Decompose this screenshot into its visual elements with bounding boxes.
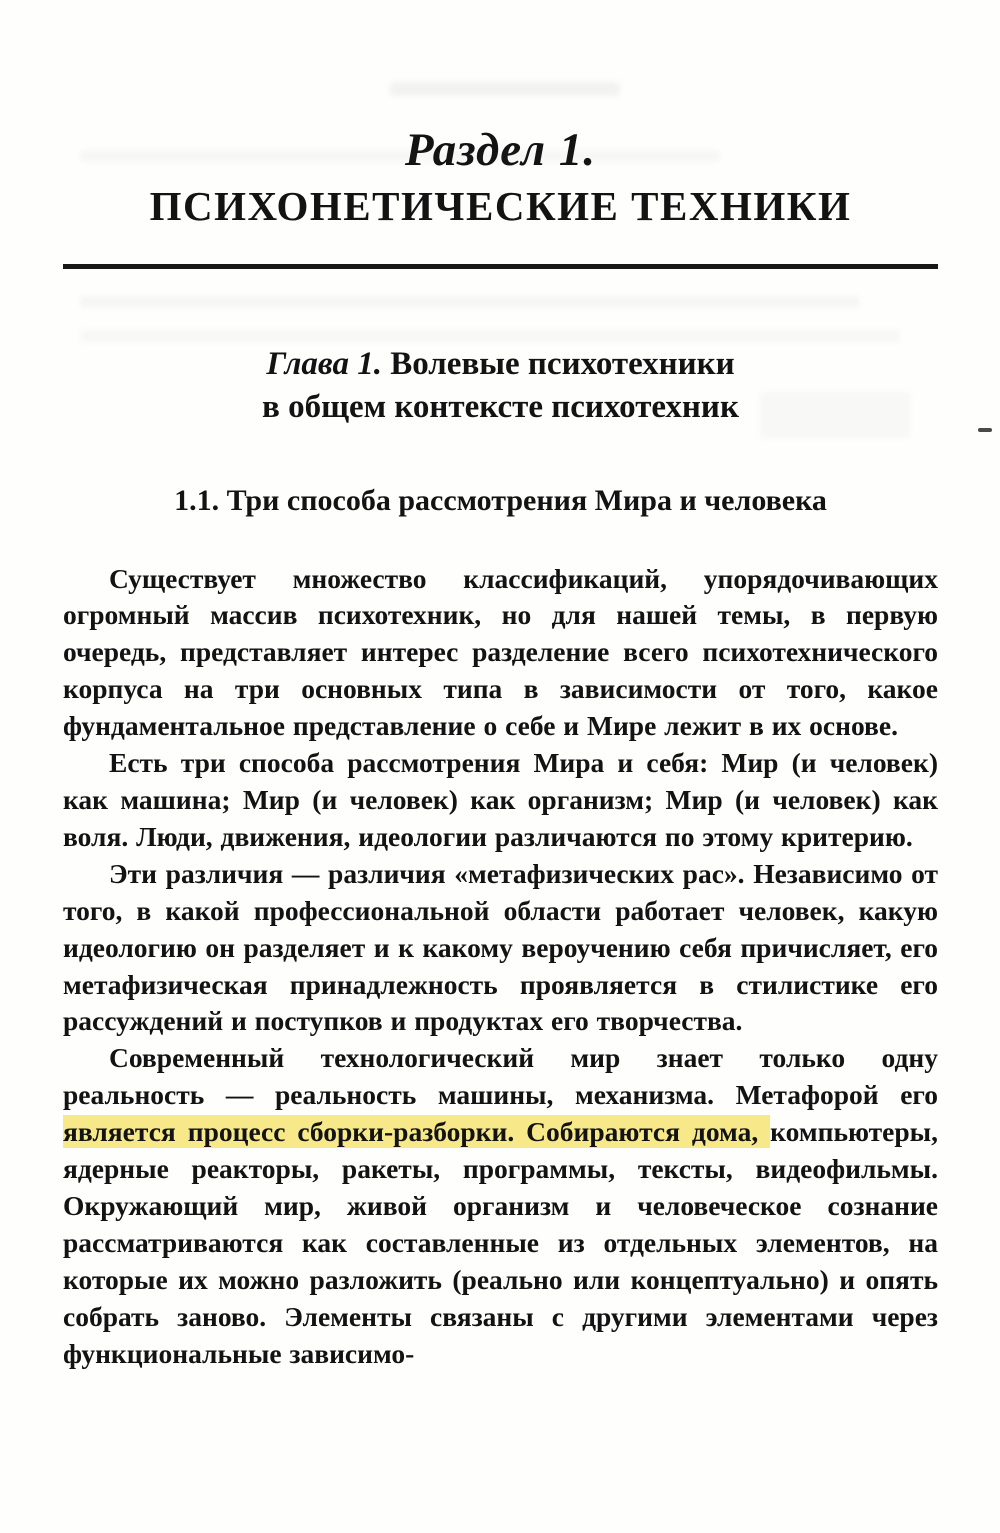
scan-edge-mark-artifact xyxy=(978,428,992,432)
section-label: Раздел 1. xyxy=(404,124,597,176)
body-paragraph-4 xyxy=(63,1040,938,1372)
chapter-title-line2: в общем контексте психотехник xyxy=(262,388,739,425)
body-paragraph-1: Существует множество классификаций, упорядочивающих огромный массив психотехник, но для нашей темы, в первую очередь, представляет интерес разделение всего психотехнического корпуса на три основных типа в зависимости от того, какое фундаментальное представление о себе и Мире лежит в их основе. xyxy=(63,562,938,742)
section-title: ПСИХОНЕТИЧЕСКИЕ ТЕХНИКИ xyxy=(149,182,852,229)
paragraph4-before-highlight: Современный технологический мир знает только одну реальность — реальность машины, механизма. Метафорой его xyxy=(63,1042,938,1111)
divider-rule xyxy=(63,264,938,269)
paragraph4-after-highlight: компьютеры, ядерные реакторы, ракеты, программы, тексты, видеофильмы. Окружающий мир, живой организм и человеческое сознание рассматриваются как составленные из отдельных элементов, на которые их можно разложить (реально или концептуально) и опять собрать заново. Элементы связаны с другими элементами через функциональные зависимо- xyxy=(63,1116,938,1369)
chapter-label: Глава 1. xyxy=(266,345,382,382)
chapter-heading xyxy=(63,343,938,429)
scan-bleed-artifact xyxy=(80,330,900,342)
scan-bleed-artifact xyxy=(80,296,860,308)
body-paragraph-3: Эти различия — различия «метафизических рас». Независимо от того, в какой профессиональной области работает человек, какую идеологию он разделяет и к какому вероучению себя причисляет, его метафизическая принадлежность проявляется в стилистике его рассуждений и поступков и продуктах его творчества. xyxy=(63,857,938,1037)
body-text xyxy=(63,561,938,1373)
body-paragraph-2: Есть три способа рассмотрения Мира и себя: Мир (и человек) как машина; Мир (и человек) как организм; Мир (и человек) как воля. Люди, движения, идеологии различаются по этому критерию. xyxy=(63,747,938,852)
subsection-heading: 1.1. Три способа рассмотрения Мира и человека xyxy=(174,483,827,517)
highlighted-text: является процесс сборки-разборки. Собираются дома, xyxy=(63,1116,771,1148)
scan-bleed-artifact xyxy=(390,82,620,96)
chapter-title-line1: Волевые психотехники xyxy=(390,345,735,382)
